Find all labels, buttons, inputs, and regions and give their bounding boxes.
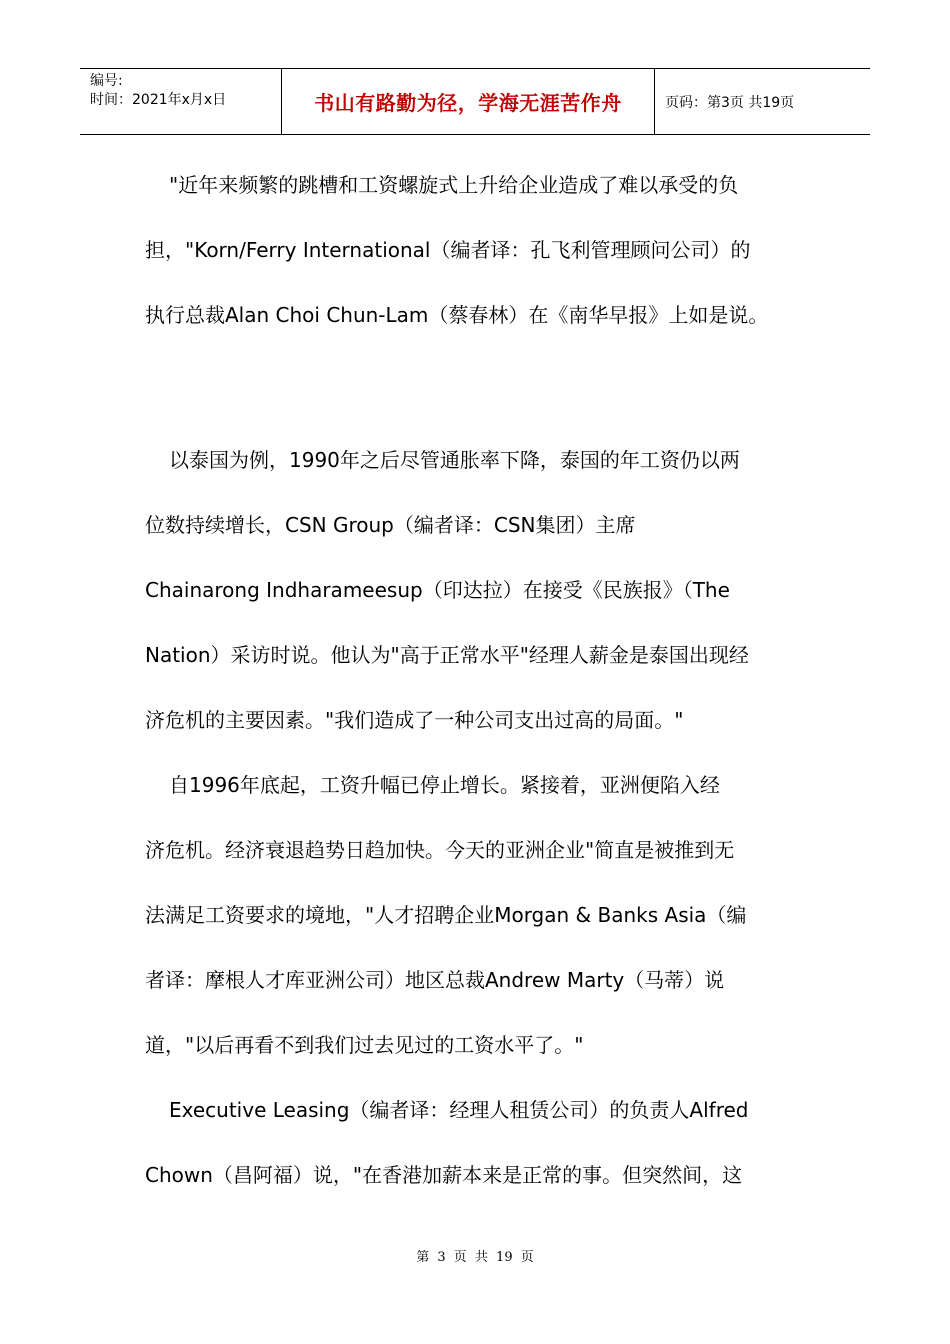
paragraph-gap [145, 355, 825, 435]
paragraph-line: 自1996年底起，工资升幅已停止增长。紧接着，亚洲便陷入经 [169, 773, 720, 797]
footer-page-number: 第 3 页 共 19 页 [416, 1250, 534, 1265]
paragraph-4 [145, 1085, 825, 1215]
paragraph-line: 道，"以后再看不到我们过去见过的工资水平了。" [145, 1033, 584, 1057]
paragraph-line: 位数持续增长，CSN Group（编者译：CSN集团）主席 [145, 513, 636, 537]
document-number-label: 编号: [90, 73, 123, 89]
paragraph-line: 法满足工资要求的境地，"人才招聘企业Morgan & Banks Asia（编 [145, 903, 747, 927]
header-meta-cell [80, 69, 282, 134]
paragraph-line: 济危机的主要因素。"我们造成了一种公司支出过高的局面。" [145, 708, 684, 732]
page-header [80, 68, 870, 135]
paragraph-line: 执行总裁Alan Choi Chun-Lam（蔡春林）在《南华早报》上如是说。 [145, 303, 769, 327]
header-page-code: 页码：第3页 共19页 [665, 94, 795, 111]
header-motto: 书山有路勤为径，学海无涯苦作舟 [314, 91, 622, 115]
paragraph-1 [145, 160, 825, 355]
document-body [145, 160, 825, 1215]
paragraph-3 [145, 760, 825, 1085]
paragraph-line: 担，"Korn/Ferry International（编者译：孔飞利管理顾问公司）的 [145, 238, 751, 262]
header-page-cell [655, 69, 870, 134]
paragraph-line: Executive Leasing（编者译：经理人租赁公司）的负责人Alfred [169, 1098, 749, 1122]
paragraph-line: 以泰国为例，1990年之后尽管通胀率下降，泰国的年工资仍以两 [169, 448, 740, 472]
paragraph-line: "近年来频繁的跳槽和工资螺旋式上升给企业造成了难以承受的负 [169, 173, 739, 197]
paragraph-2 [145, 435, 825, 760]
header-motto-cell [282, 69, 655, 134]
paragraph-line: Chainarong Indharameesup（印达拉）在接受《民族报》（The [145, 578, 730, 602]
paragraph-line: 者译：摩根人才库亚洲公司）地区总裁Andrew Marty（马蒂）说 [145, 968, 725, 992]
paragraph-line: Nation）采访时说。他认为"高于正常水平"经理人薪金是泰国出现经 [145, 643, 749, 667]
document-date-label: 时间：2021年x月x日 [90, 92, 227, 108]
paragraph-line: Chown（昌阿福）说，"在香港加薪本来是正常的事。但突然间，这 [145, 1163, 743, 1187]
page-footer [0, 1246, 950, 1265]
paragraph-line: 济危机。经济衰退趋势日趋加快。今天的亚洲企业"简直是被推到无 [145, 838, 735, 862]
